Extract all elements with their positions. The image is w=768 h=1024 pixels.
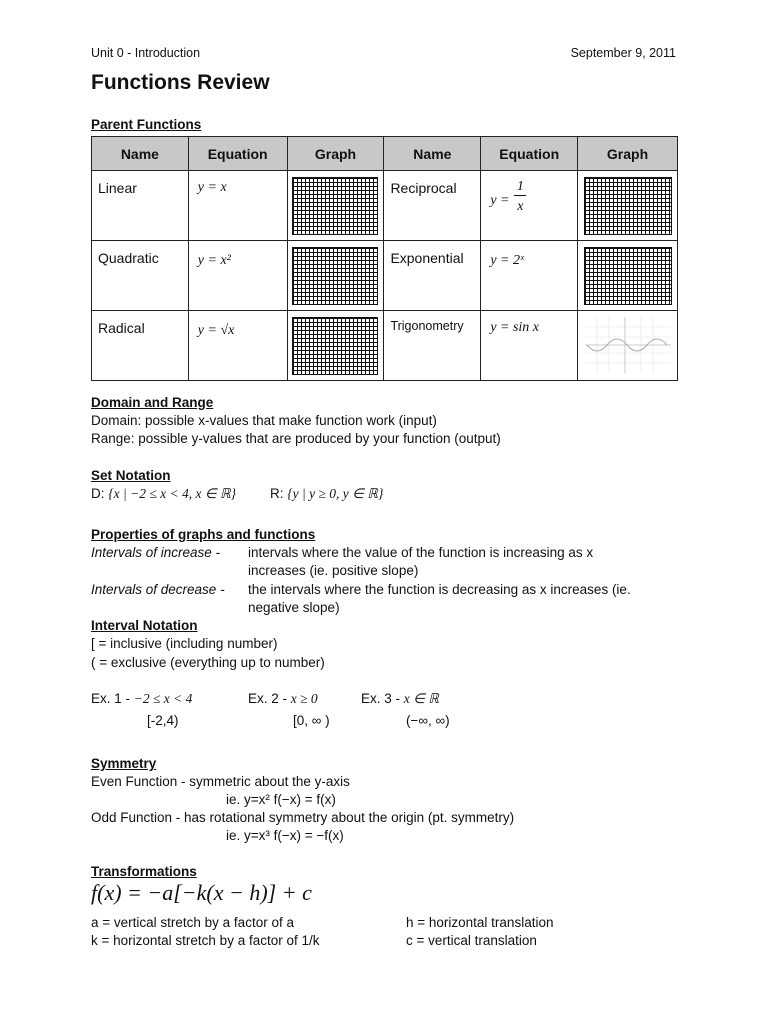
column-header: Name <box>384 137 481 171</box>
example-2: Ex. 2 - x ≥ 0 <box>248 691 318 706</box>
k-definition: k = horizontal stretch by a factor of 1/k <box>91 933 320 948</box>
increase-definition-line2: increases (ie. positive slope) <box>248 563 419 578</box>
date-header: September 9, 2011 <box>570 46 676 60</box>
function-equation: y = x <box>197 180 227 195</box>
decrease-term: Intervals of decrease - <box>91 582 225 597</box>
inclusive-definition: [ = inclusive (including number) <box>91 636 278 651</box>
table-header-row <box>92 137 678 171</box>
symmetry-heading: Symmetry <box>91 756 157 771</box>
function-name: Quadratic <box>98 250 159 266</box>
column-header: Name <box>92 137 189 171</box>
increase-term: Intervals of increase - <box>91 545 221 560</box>
even-function-definition: Even Function - symmetric about the y-axis <box>91 774 350 789</box>
c-definition: c = vertical translation <box>406 933 537 948</box>
example-3-interval: (−∞, ∞) <box>406 713 450 728</box>
domain-definition: Domain: possible x-values that make function work (input) <box>91 413 437 428</box>
function-name: Trigonometry <box>390 319 464 333</box>
function-equation: y = √x <box>197 323 235 338</box>
table-row: Linear y = x Reciprocal y = 1 x <box>92 171 678 241</box>
example-1: Ex. 1 - −2 ≤ x < 4 <box>91 691 193 706</box>
column-header: Graph <box>287 137 384 171</box>
table-row <box>92 311 678 381</box>
parent-functions-heading: Parent Functions <box>91 117 202 132</box>
column-header: Equation <box>481 137 578 171</box>
example-3: Ex. 3 - x ∈ ℝ <box>361 691 439 706</box>
a-definition: a = vertical stretch by a factor of a <box>91 915 294 930</box>
h-definition: h = horizontal translation <box>406 915 554 930</box>
set-notation-heading: Set Notation <box>91 468 171 483</box>
function-name: Radical <box>98 320 145 336</box>
graph-grid-image <box>292 247 378 305</box>
column-header: Equation <box>188 137 287 171</box>
range-definition: Range: possible y-values that are produced by your function (output) <box>91 431 501 446</box>
exclusive-definition: ( = exclusive (everything up to number) <box>91 655 325 670</box>
domain-range-heading: Domain and Range <box>91 395 214 410</box>
example-2-interval: [0, ∞ ) <box>293 713 330 728</box>
properties-heading: Properties of graphs and functions <box>91 527 316 542</box>
decrease-definition-line1: the intervals where the function is decreasing as x increases (ie. <box>248 582 631 597</box>
function-equation: y = 2ˣ <box>490 253 524 268</box>
function-equation: y = x² <box>197 253 231 268</box>
column-header: Graph <box>578 137 678 171</box>
function-name: Exponential <box>390 250 464 266</box>
function-name: Reciprocal <box>390 180 457 196</box>
graph-grid-image <box>292 317 378 375</box>
transformations-heading: Transformations <box>91 864 197 879</box>
set-notation-domain: D: {x | −2 ≤ x < 4, x ∈ ℝ} <box>91 486 237 501</box>
page-title: Functions Review <box>91 71 270 94</box>
graph-grid-image <box>584 247 672 305</box>
transformation-formula: f(x) = −a[−k(x − h)] + c <box>91 880 312 905</box>
set-notation-range: R: {y | y ≥ 0, y ∈ ℝ} <box>270 486 384 501</box>
function-equation: y = sin x <box>490 320 540 335</box>
odd-function-definition: Odd Function - has rotational symmetry about the origin (pt. symmetry) <box>91 810 515 825</box>
even-function-example: ie. y=x² f(−x) = f(x) <box>226 792 336 807</box>
sine-graph-image <box>585 317 671 373</box>
decrease-definition-line2: negative slope) <box>248 600 340 615</box>
graph-grid-image <box>292 177 378 235</box>
example-1-interval: [-2,4) <box>147 713 179 728</box>
parent-functions-table <box>91 136 678 381</box>
table-row <box>92 241 678 311</box>
graph-grid-image <box>584 177 672 235</box>
unit-header: Unit 0 - Introduction <box>91 46 201 60</box>
increase-definition-line1: intervals where the value of the function is increasing as x <box>248 545 594 560</box>
odd-function-example: ie. y=x³ f(−x) = −f(x) <box>226 828 344 843</box>
interval-notation-heading: Interval Notation <box>91 618 198 633</box>
function-name: Linear <box>98 180 137 196</box>
